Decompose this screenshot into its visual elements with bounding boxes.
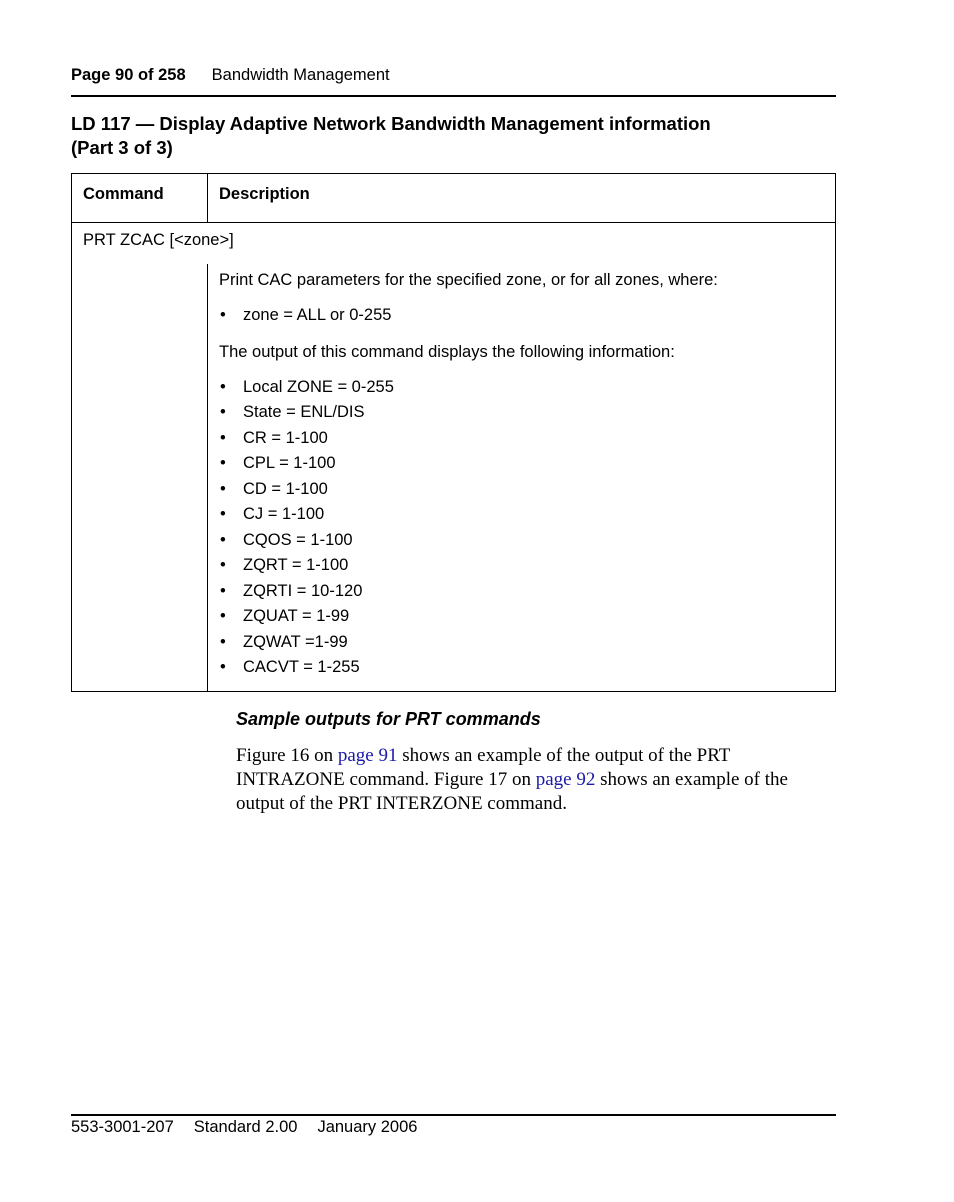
list-item: • CACVT = 1-255 (220, 658, 360, 676)
column-divider (207, 264, 208, 691)
list-item: • zone = ALL or 0-255 (220, 306, 392, 324)
doc-number: 553-3001-207 (71, 1118, 174, 1136)
command-cell: PRT ZCAC [<zone>] (83, 231, 234, 249)
table-title (71, 112, 791, 160)
output-list (219, 377, 819, 683)
param-list (219, 305, 819, 331)
header-rule (71, 95, 836, 97)
list-item: • ZQUAT = 1-99 (220, 607, 350, 625)
column-header-description: Description (219, 185, 310, 203)
output-intro: The output of this command displays the following information: (219, 342, 675, 361)
column-header-command: Command (83, 185, 164, 203)
list-item: • ZQWAT =1-99 (220, 632, 348, 651)
standard-version: Standard 2.00 (193, 1118, 298, 1136)
table-title-line1: LD 117 — Display Adaptive Network Bandwidth Management information (71, 113, 711, 134)
description-cell (219, 270, 819, 683)
list-item: • CQOS = 1-100 (220, 530, 353, 549)
page-91-link[interactable]: page 91 (337, 745, 398, 766)
list-item: • CJ = 1-100 (220, 505, 325, 523)
list-item: • CD = 1-100 (220, 479, 328, 498)
command-table (71, 173, 836, 692)
table-title-line2: (Part 3 of 3) (71, 137, 173, 158)
page-footer (71, 1118, 437, 1137)
list-item: • CR = 1-100 (220, 428, 328, 447)
page-header (71, 66, 836, 85)
column-divider (207, 174, 208, 222)
description-intro: Print CAC parameters for the specified zone, or for all zones, where: (219, 271, 718, 289)
table-header-row (72, 174, 835, 223)
list-item: • ZQRT = 1-100 (220, 556, 349, 574)
section-title: Bandwidth Management (211, 66, 390, 84)
page-92-link[interactable]: page 92 (535, 769, 596, 790)
list-item: • ZQRTI = 10-120 (220, 581, 363, 600)
footer-rule (71, 1114, 836, 1116)
list-item: • CPL = 1-100 (220, 454, 336, 472)
body-paragraph: Figure 16 on page 91 shows an example of the output of the PRT INTRAZONE command. Figure 17 on page 92 shows an example of the output of the PRT INTERZONE command. (236, 745, 788, 814)
publication-date: January 2006 (317, 1118, 418, 1136)
list-item: • State = ENL/DIS (220, 403, 365, 421)
page-number: Page 90 of 258 (71, 66, 186, 84)
section-heading: Sample outputs for PRT commands (236, 709, 541, 729)
list-item: • Local ZONE = 0-255 (220, 377, 394, 396)
